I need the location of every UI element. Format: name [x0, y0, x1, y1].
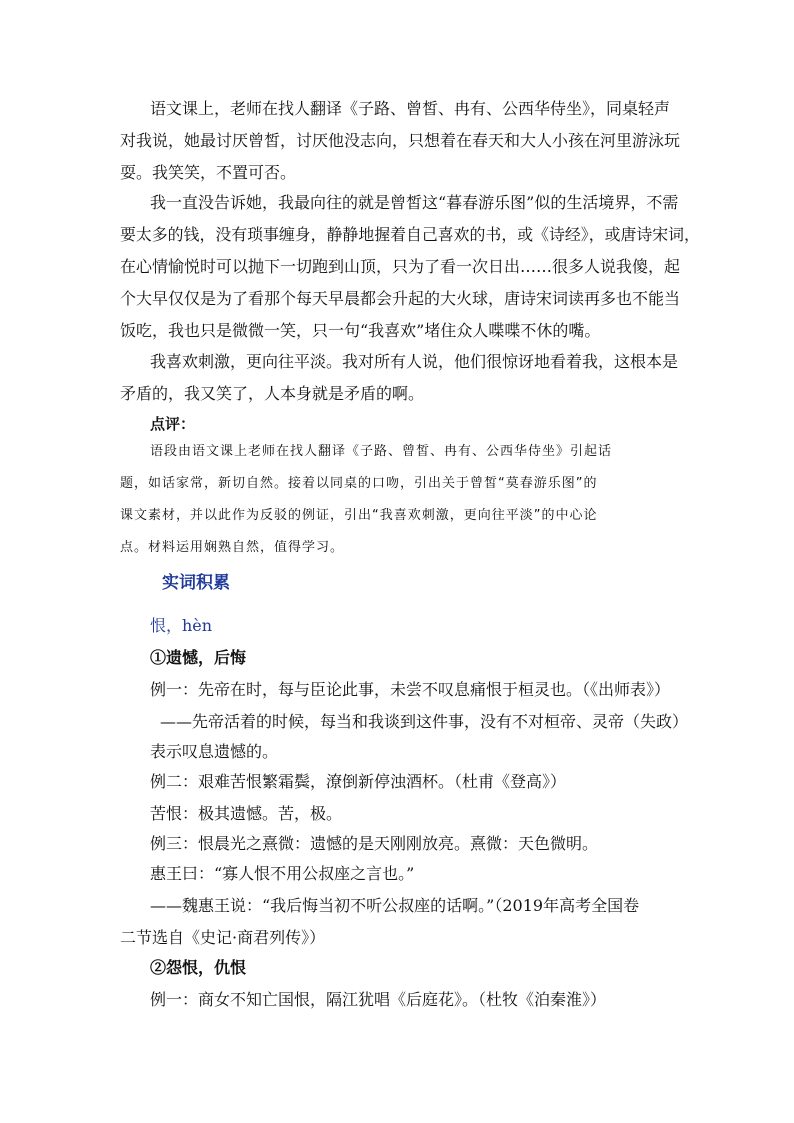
comment-line: 语段由语文课上老师在找人翻译《子路、曾皙、冉有、公西华侍坐》引起话 [150, 444, 613, 459]
paragraph-line: 饭吃，我也只是微微一笑，只一句“我喜欢”堵住众人喋喋不休的嘴。 [120, 321, 601, 340]
sense-heading: ①遗憾，后悔 [150, 648, 247, 667]
example-line: 例三：恨晨光之熹微：遗憾的是天刚刚放亮。熹微：天色微明。 [150, 834, 599, 853]
example-line: 二节选自《史记·商君列传》） [120, 928, 326, 947]
comment-line: 点。材料运用娴熟自然，值得学习。 [120, 540, 345, 555]
sense-heading: ②怨恨，仇恨 [150, 958, 247, 977]
paragraph-line: 我一直没告诉她，我最向往的就是曾皙这“暮春游乐图”似的生活境界，不需 [150, 193, 679, 212]
paragraph-line: 矛盾的，我又笑了，人本身就是矛盾的啊。 [120, 384, 425, 403]
comment-line: 题，如话家常，新切自然。接着以同桌的口吻，引出关于曾皙“莫春游乐图”的 [120, 476, 598, 491]
paragraph-line: 我喜欢刺激，更向往平淡。我对所有人说，他们很惊讶地看着我，这根本是 [150, 352, 679, 371]
paragraph-line: 个大早仅仅是为了看那个每天早晨都会升起的大火球，唐诗宋词读再多也不能当 [120, 289, 681, 308]
example-line: 表示叹息遗憾的。 [150, 742, 279, 761]
paragraph-line: 耍。我笑笑，不置可否。 [120, 163, 297, 182]
paragraph-line: 要太多的钱，没有琐事缠身，静静地握着自己喜欢的书，或《诗经》，或唐诗宋词， [120, 225, 700, 244]
example-line: 例二：艰难苦恨繁霜鬓，潦倒新停浊酒杯。（杜甫《登高》） [150, 772, 567, 791]
comment-label: 点评： [150, 415, 196, 433]
headword: 恨，hèn [150, 616, 213, 635]
example-line: 苦恨：极其遗憾。苦，极。 [150, 804, 343, 823]
paragraph-line: 在心情愉悦时可以抛下一切跑到山顶，只为了看一次日出……很多人说我傻，起 [120, 257, 681, 276]
example-line: ——先帝活着的时候，每当和我谈到这件事，没有不对桓帝、灵帝（失政） [160, 712, 689, 731]
example-line: 惠王曰：“寡人恨不用公叔座之言也。” [150, 864, 415, 883]
example-line: 例一：商女不知亡国恨，隔江犹唱《后庭花》。（杜牧《泊秦淮》） [150, 990, 607, 1009]
comment-line: 课文素材，并以此作为反驳的例证，引出“我喜欢刺激，更向往平淡”的中心论 [120, 508, 598, 523]
paragraph-line: 对我说，她最讨厌曾皙，讨厌他没志向，只想着在春天和大人小孩在河里游泳玩 [120, 131, 681, 150]
paragraph-line: 语文课上，老师在找人翻译《子路、曾皙、冉有、公西华侍坐》，同桌轻声 [150, 99, 671, 118]
example-line: 例一：先帝在时，每与臣论此事，未尝不叹息痛恨于桓灵也。（《出师表》） [150, 680, 671, 699]
example-line: ——魏惠王说：“我后悔当初不听公叔座的话啊。”（2019年高考全国卷 [150, 896, 640, 915]
section-title: 实词积累 [162, 573, 230, 593]
